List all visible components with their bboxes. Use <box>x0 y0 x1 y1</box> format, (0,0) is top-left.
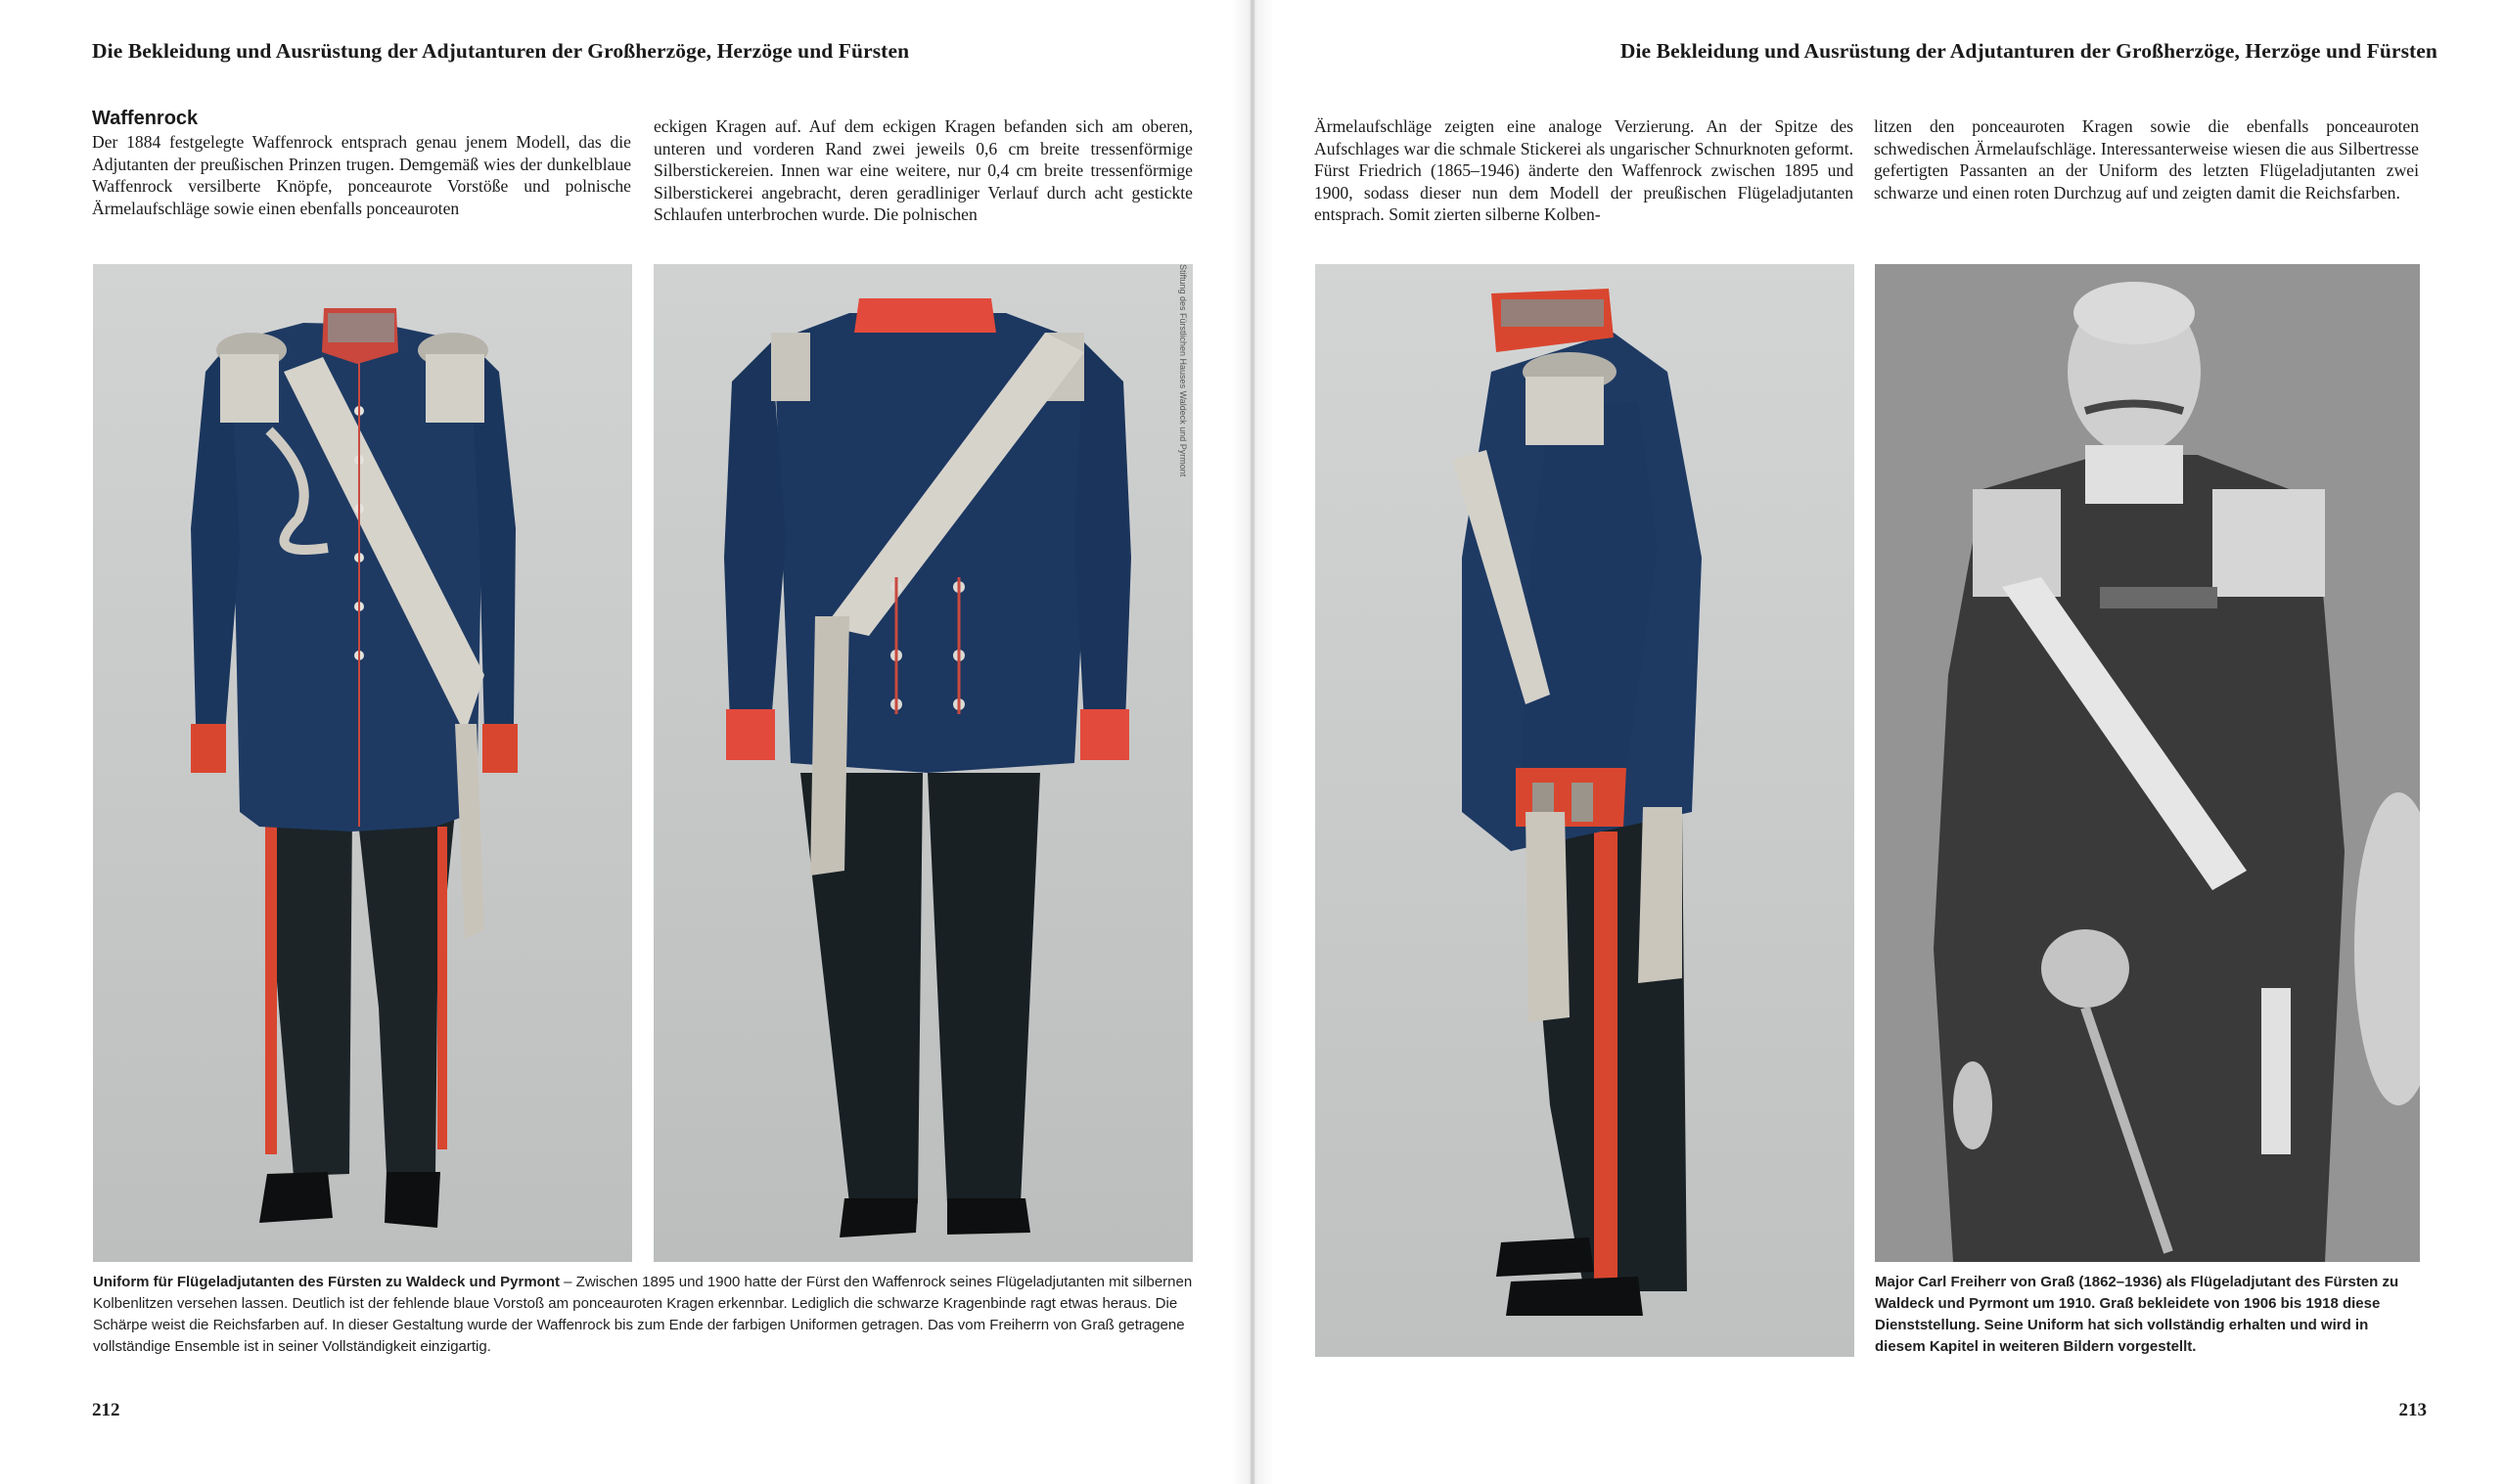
body-text: litzen den ponceauroten Kragen sowie die ebenfalls ponceauroten schwedischen Ärmelaufschläge. Interessanterweise wiesen die aus Silbertresse gefertigten Passanten an der Uniform des letzten Flügeladjutanten zwei schwarze und einen roten Durchzug auf und zeigten damit die Reichsfarben. <box>1874 116 2419 202</box>
running-head-left: Die Bekleidung und Ausrüstung der Adjutanturen der Großherzöge, Herzöge und Fürsten <box>92 39 910 63</box>
uniform-front-photo <box>93 264 632 1262</box>
left-page <box>0 0 1251 1484</box>
text-column-2-right <box>1874 115 2419 203</box>
body-text: eckigen Kragen auf. Auf dem eckigen Kragen befanden sich am oberen, unteren und vorderen Rand zwei jeweils 0,6 cm breite tressenförmige Silberstickereien. Innen war eine weitere, nur 0,4 cm breite tressenförmige Silberstickerei angebracht, deren geradliniger Verlauf durch acht gestickte Schlaufen unterbrochen wurde. Die polnischen <box>654 116 1193 225</box>
body-text: Ärmelaufschläge zeigten eine analoge Verzierung. An der Spitze des Aufschlages war die schmale Stickerei als ungarischer Schnurknoten geformt. Fürst Friedrich (1865–1946) änderte den Waffenrock zwischen 1895 und 1900, sodass dieser nun dem Modell der preußischen Flügeladjutanten entsprach. Somit zierten silberne Kolben- <box>1314 116 1853 225</box>
portrait-photo <box>1875 264 2420 1262</box>
uniform-back-photo <box>654 264 1193 1262</box>
figure-caption-left <box>93 1272 1194 1358</box>
text-column-1-right <box>1314 115 1853 226</box>
uniform-side-photo <box>1315 264 1854 1357</box>
text-column-2-left <box>654 115 1193 226</box>
photo-credit: Stiftung des Fürstlichen Hauses Waldeck und Pyrmont <box>1178 264 1188 477</box>
page-number-right: 213 <box>2398 1400 2427 1420</box>
body-text: Der 1884 festgelegte Waffenrock entsprach genau jenem Modell, das die Adjutanten der preußischen Prinzen trugen. Demgemäß wies der dunkelblaue Waffenrock versilberte Knöpfe, ponceaurote Vorstöße und polnische Ärmelaufschläge sowie einen ebenfalls ponceauroten <box>92 132 631 218</box>
running-head-right: Die Bekleidung und Ausrüstung der Adjutanturen der Großherzöge, Herzöge und Fürsten <box>1619 39 2437 63</box>
caption-body: – Zwischen 1895 und 1900 hatte der Fürst den Waffenrock seines Flügeladjutanten mit silbernen Kolbenlitzen versehen lassen. Deutlich ist der fehlende blaue Vorstoß am ponceauroten Kragen erkennbar. Lediglich die schwarze Kragenbinde ragt etwas heraus. Die Schärpe weist die Reichsfarben auf. In dieser Gestaltung wurde der Waffenrock bis zum Ende der farbigen Uniformen getragen. Das vom Freiherrn von Graß getragene vollständige Ensemble ist in seiner Vollständigkeit einzigartig. <box>93 1274 1193 1355</box>
text-column-1-left <box>92 106 631 219</box>
section-heading: Waffenrock <box>92 108 199 129</box>
page-number-left: 212 <box>92 1400 120 1420</box>
right-page <box>1254 0 2505 1484</box>
caption-title: Uniform für Flügeladjutanten des Fürsten zu Waldeck und Pyrmont <box>93 1274 560 1290</box>
figure-caption-right: Major Carl Freiherr von Graß (1862–1936) als Flügeladjutant des Fürsten zu Waldeck und Pyrmont um 1910. Graß bekleidete von 1906 bis 1918 diese Dienststellung. Seine Uniform hat sich vollständig erhalten und wird in diesem Kapitel in weiteren Bildern vorgestellt. <box>1875 1274 2399 1355</box>
